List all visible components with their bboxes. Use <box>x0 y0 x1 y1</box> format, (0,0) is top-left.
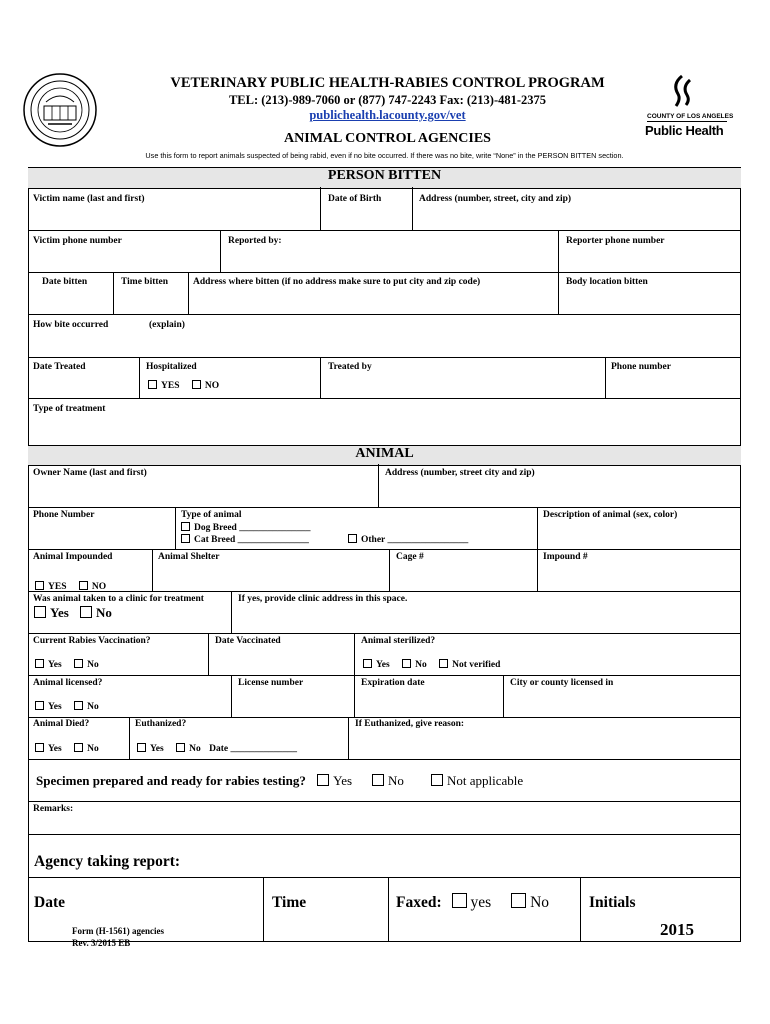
animal-heading: ANIMAL <box>355 446 414 461</box>
specimen-question: Specimen prepared and ready for rabies testing? <box>36 773 306 788</box>
specimen-row: Specimen prepared and ready for rabies testing? Yes <box>36 773 353 788</box>
clinic-question-label: Was animal taken to a clinic for treatment <box>33 594 204 604</box>
specimen-no-option: No <box>372 773 404 789</box>
agency-time-label: Time <box>272 894 307 911</box>
impound-no-label: Impound # <box>543 552 588 562</box>
owner-name-label: Owner Name (last and first) <box>33 468 147 478</box>
clinic-options: Yes No <box>34 605 112 621</box>
logo-county-text: COUNTY OF LOS ANGELES <box>647 113 734 120</box>
website-link[interactable]: publichealth.lacounty.gov/vet <box>309 108 466 122</box>
euth-reason-label: If Euthanized, give reason: <box>355 719 465 729</box>
euthanized-label: Euthanized? <box>135 719 187 729</box>
rabies-vacc-options: Yes No <box>35 659 99 670</box>
dog-breed-checkbox[interactable] <box>181 522 190 531</box>
public-health-logo-icon <box>668 74 698 110</box>
other-animal-option: Other _________________ <box>348 534 468 545</box>
clinic-yes-checkbox[interactable] <box>34 606 46 618</box>
body-location-label: Body location bitten <box>566 277 648 287</box>
hospitalized-options: YES NO <box>148 380 219 391</box>
rabies-no-checkbox[interactable] <box>74 659 83 668</box>
type-treatment-label: Type of treatment <box>33 404 106 414</box>
initials-label: Initials <box>589 894 636 911</box>
date-vacc-label: Date Vaccinated <box>215 636 281 646</box>
impounded-label: Animal Impounded <box>33 552 113 562</box>
euthanized-date-field[interactable]: Date ______________ <box>209 744 297 754</box>
agency-heading: Agency taking report: <box>34 853 181 870</box>
description-label: Description of animal (sex, color) <box>543 510 678 520</box>
treating-phone-label: Phone number <box>611 362 671 372</box>
licensed-no-checkbox[interactable] <box>74 701 83 710</box>
sterilized-label: Animal sterilized? <box>361 636 436 646</box>
program-title: VETERINARY PUBLIC HEALTH-RABIES CONTROL PROGRAM <box>170 75 605 91</box>
specimen-na-checkbox[interactable] <box>431 774 443 786</box>
rabies-vacc-label: Current Rabies Vaccination? <box>33 636 151 646</box>
cat-breed-checkbox[interactable] <box>181 534 190 543</box>
cage-label: Cage # <box>396 552 424 562</box>
license-no-label: License number <box>238 678 304 688</box>
died-label: Animal Died? <box>33 719 90 729</box>
sterilized-yes-checkbox[interactable] <box>363 659 372 668</box>
clinic-no-checkbox[interactable] <box>80 606 92 618</box>
euthanized-yes-checkbox[interactable] <box>137 743 146 752</box>
euthanized-options: Yes No Date ______________ <box>137 743 297 754</box>
dog-breed-option: Dog Breed _______________ <box>181 522 310 533</box>
dob-label: Date of Birth <box>328 194 382 204</box>
remarks-label: Remarks: <box>33 804 74 814</box>
hospitalized-no-checkbox[interactable] <box>192 380 201 389</box>
form-year: 2015 <box>660 920 694 939</box>
logo-public-health-text: Public Health <box>645 123 724 138</box>
owner-phone-label: Phone Number <box>33 510 95 520</box>
victim-phone-label: Victim phone number <box>33 236 122 246</box>
impounded-yes-checkbox[interactable] <box>35 581 44 590</box>
died-no-checkbox[interactable] <box>74 743 83 752</box>
faxed-yes-checkbox[interactable] <box>452 893 467 908</box>
died-options: Yes No <box>35 743 99 754</box>
hospitalized-label: Hospitalized <box>146 362 197 372</box>
county-seal-icon <box>22 72 98 148</box>
licensed-options: Yes No <box>35 701 99 712</box>
time-bitten-label: Time bitten <box>121 277 169 287</box>
form-subtitle: ANIMAL CONTROL AGENCIES <box>284 131 491 146</box>
date-bitten-label: Date bitten <box>42 277 88 287</box>
clinic-address-label: If yes, provide clinic address in this space. <box>238 594 408 604</box>
died-yes-checkbox[interactable] <box>35 743 44 752</box>
specimen-yes-checkbox[interactable] <box>317 774 329 786</box>
hospitalized-yes-checkbox[interactable] <box>148 380 157 389</box>
licensed-label: Animal licensed? <box>33 678 103 688</box>
other-animal-checkbox[interactable] <box>348 534 357 543</box>
owner-address-label: Address (number, street city and zip) <box>385 468 535 478</box>
address-bitten-label: Address where bitten (if no address make sure to put city and zip code) <box>193 277 481 287</box>
reported-by-label: Reported by: <box>228 236 282 246</box>
victim-address-label: Address (number, street, city and zip) <box>419 194 572 204</box>
treated-by-label: Treated by <box>328 362 372 372</box>
sterilized-options: Yes No Not verified <box>363 659 500 670</box>
explain-label: (explain) <box>149 320 185 330</box>
instructions: Use this form to report animals suspected of being rabid, even if no bite occurred. If there was no bite, write “None” in the PERSON BITTEN section. <box>145 151 624 160</box>
impounded-options: YES NO <box>35 581 106 592</box>
specimen-na-option: Not applicable <box>431 773 523 789</box>
phone-line: TEL: (213)-989-7060 or (877) 747-2243 Fax: (213)-481-2375 <box>228 93 547 107</box>
type-of-animal-label: Type of animal <box>181 510 242 520</box>
how-bite-label: How bite occurred <box>33 320 109 330</box>
city-county-label: City or county licensed in <box>510 678 614 688</box>
revision: Rev. 3/2015 EB <box>72 938 131 948</box>
licensed-yes-checkbox[interactable] <box>35 701 44 710</box>
agency-date-label: Date <box>34 894 65 911</box>
euthanized-no-checkbox[interactable] <box>176 743 185 752</box>
faxed-no-checkbox[interactable] <box>511 893 526 908</box>
form-number: Form (H-1561) agencies <box>72 926 164 936</box>
person-bitten-heading: PERSON BITTEN <box>327 168 442 183</box>
faxed-row: Faxed: yes No <box>396 894 550 911</box>
sterilized-no-checkbox[interactable] <box>402 659 411 668</box>
victim-name-label: Victim name (last and first) <box>33 194 145 204</box>
impounded-no-checkbox[interactable] <box>79 581 88 590</box>
date-treated-label: Date Treated <box>33 362 86 372</box>
specimen-no-checkbox[interactable] <box>372 774 384 786</box>
expiration-label: Expiration date <box>361 678 425 688</box>
cat-breed-option: Cat Breed _______________ <box>181 534 309 545</box>
shelter-label: Animal Shelter <box>158 552 220 562</box>
rabies-yes-checkbox[interactable] <box>35 659 44 668</box>
reporter-phone-label: Reporter phone number <box>566 236 665 246</box>
sterilized-not-verified-checkbox[interactable] <box>439 659 448 668</box>
